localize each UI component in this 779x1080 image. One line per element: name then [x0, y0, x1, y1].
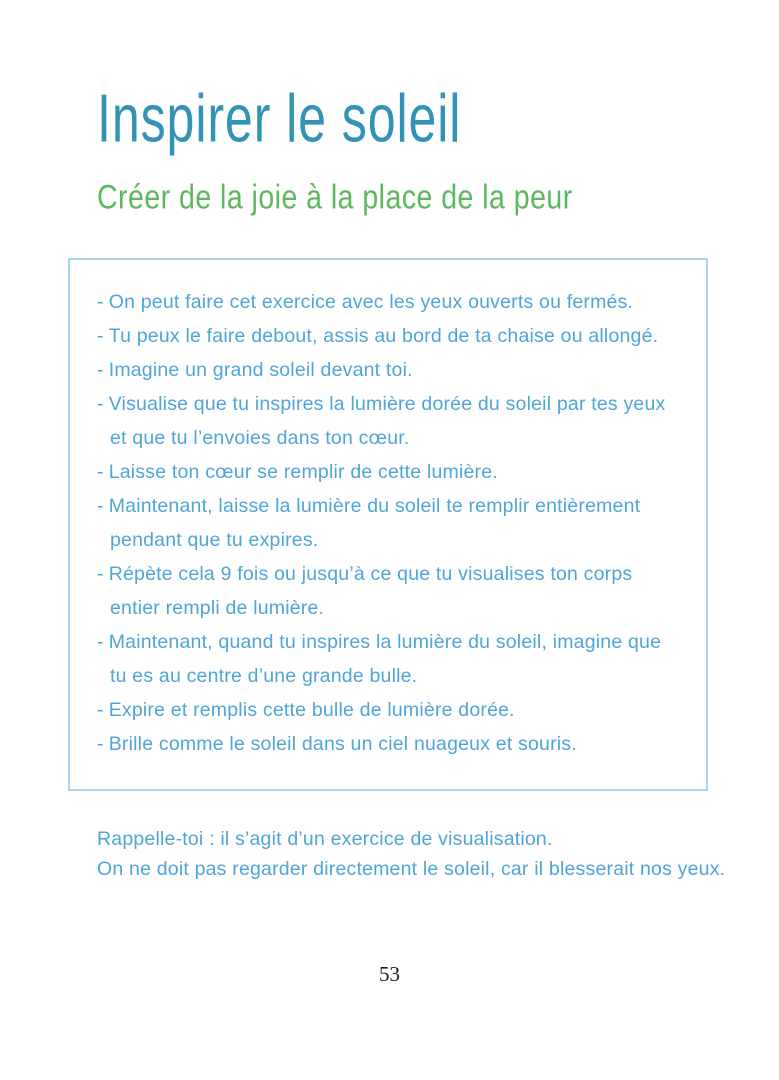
exercise-step	[97, 455, 678, 489]
page-number: 53	[379, 962, 400, 986]
bullet-dash: -	[97, 461, 104, 483]
exercise-step	[97, 353, 678, 387]
exercise-step	[97, 727, 678, 761]
exercise-step-text: Maintenant, laisse la lumière du soleil te remplir entièrement pendant que tu expires.	[108, 495, 641, 551]
bullet-dash: -	[97, 631, 104, 653]
bullet-dash: -	[97, 393, 104, 415]
bullet-dash: -	[97, 563, 104, 585]
bullet-dash: -	[97, 495, 104, 517]
exercise-step-text: Brille comme le soleil dans un ciel nuageux et souris.	[108, 733, 577, 755]
exercise-step	[97, 387, 678, 455]
reminder-note	[97, 824, 747, 884]
exercise-step-text: Tu peux le faire debout, assis au bord de ta chaise ou allongé.	[108, 325, 659, 347]
page-subtitle: Créer de la joie à la place de la peur	[97, 177, 573, 217]
exercise-step-text: Visualise que tu inspires la lumière dorée du soleil par tes yeux et que tu l’envoies dans ton cœur.	[108, 393, 666, 449]
exercise-step	[97, 489, 678, 557]
exercise-step	[97, 625, 678, 693]
exercise-step-text: On peut faire cet exercice avec les yeux ouverts ou fermés.	[108, 291, 634, 313]
bullet-dash: -	[97, 325, 104, 347]
exercise-step	[97, 319, 678, 353]
bullet-dash: -	[97, 291, 104, 313]
reminder-note-line2: On ne doit pas regarder directement le soleil, car il blesserait nos yeux.	[97, 858, 726, 880]
reminder-note-line1: Rappelle-toi : il s’agit d’un exercice de visualisation.	[97, 828, 553, 850]
bullet-dash: -	[97, 699, 104, 721]
bullet-dash: -	[97, 733, 104, 755]
exercise-step	[97, 557, 678, 625]
exercise-step	[97, 693, 678, 727]
exercise-box	[68, 258, 708, 791]
page-title: Inspirer le soleil	[97, 81, 462, 157]
exercise-step-text: Laisse ton cœur se remplir de cette lumière.	[108, 461, 498, 483]
exercise-step-text: Maintenant, quand tu inspires la lumière du soleil, imagine que tu es au centre d’une grande bulle.	[108, 631, 662, 687]
exercise-step-text: Répète cela 9 fois ou jusqu’à ce que tu visualises ton corps entier rempli de lumière.	[108, 563, 633, 619]
exercise-step-text: Expire et remplis cette bulle de lumière dorée.	[108, 699, 515, 721]
exercise-step-text: Imagine un grand soleil devant toi.	[108, 359, 413, 381]
exercise-step-list	[70, 260, 706, 761]
exercise-step	[97, 285, 678, 319]
bullet-dash: -	[97, 359, 104, 381]
